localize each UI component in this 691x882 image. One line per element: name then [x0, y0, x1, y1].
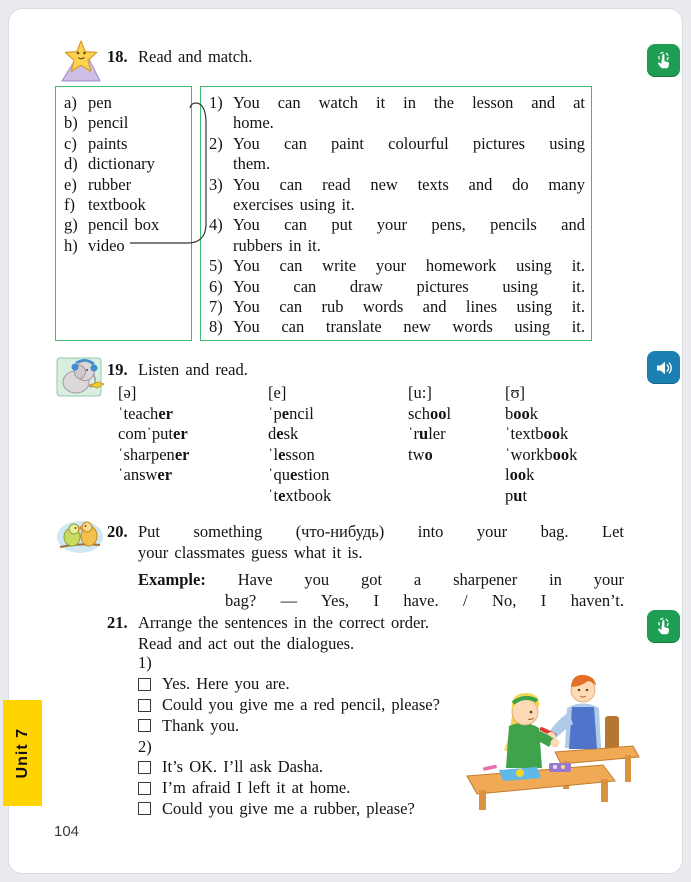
phonetic-word: ˈworkbook	[505, 444, 578, 464]
phonetic-word: school	[408, 403, 452, 423]
phonetic-column	[505, 383, 615, 507]
match-sentence[interactable]: 6) You can draw pictures using it.	[209, 276, 585, 296]
match-sentence[interactable]: 8) You can translate new words using it.	[209, 317, 585, 337]
match-sentence[interactable]: 2) You can paint colourful pictures using them.	[209, 133, 585, 174]
unit-tab[interactable]	[3, 700, 42, 806]
audio-button[interactable]	[647, 351, 680, 384]
phonetic-column	[268, 383, 408, 507]
match-option[interactable]: b) pencil	[64, 113, 129, 133]
order-checkbox[interactable]	[138, 802, 151, 815]
interactive-task-button[interactable]	[647, 610, 680, 643]
dialog-sentence-row: Could you give me a red pencil, please?	[138, 695, 508, 716]
exercise-18-heading	[107, 46, 507, 67]
listening-elephant-icon	[56, 355, 104, 399]
dialog-2-label: 2)	[138, 737, 152, 756]
match-option[interactable]: c) paints	[64, 133, 128, 153]
exercise-title: Read and act out the dialogues.	[138, 634, 355, 653]
match-sentence[interactable]: 4) You can put your pens, pencils and rubbers in it.	[209, 215, 585, 255]
phonetic-symbol: [e]	[268, 383, 287, 402]
match-option[interactable]: g) pencil box	[64, 215, 160, 235]
exercise-number: 19.	[107, 360, 128, 379]
exercise-19-heading	[107, 359, 507, 380]
dialog-sentence-row: Yes. Here you are.	[138, 674, 508, 695]
order-checkbox[interactable]	[138, 761, 151, 774]
match-option[interactable]: h) video	[64, 235, 125, 255]
exercise-number: 21.	[107, 613, 128, 632]
phonetic-word: put	[505, 485, 528, 505]
exercise-number: 20.	[107, 522, 128, 541]
example-label: Example:	[138, 570, 206, 589]
dialog-2	[138, 757, 508, 819]
dialog-1	[138, 674, 508, 736]
phonetic-word: ˈquestion	[268, 465, 330, 485]
phonetic-word: ˈtextbook	[268, 485, 332, 505]
phonetic-word: ˈtextbook	[505, 424, 569, 444]
order-checkbox[interactable]	[138, 699, 151, 712]
phonetic-word: ˈanswer	[118, 465, 173, 485]
phonetic-word: comˈputer	[118, 424, 188, 444]
exercise-title: Arrange the sentences in the correct order.	[138, 613, 429, 632]
unit-tab-label: Unit 7	[13, 727, 31, 779]
phonetic-word: ˈpencil	[268, 403, 314, 423]
phonetic-word: ˈruler	[408, 424, 446, 444]
speaker-icon	[654, 358, 674, 378]
match-sentence[interactable]: 5) You can write your homework using it.	[209, 256, 585, 276]
phonetic-word: desk	[268, 424, 299, 444]
phonetic-column	[408, 383, 505, 507]
match-left-box	[55, 86, 192, 341]
match-option[interactable]: e) rubber	[64, 174, 132, 194]
exercise-number: 18.	[107, 47, 128, 66]
match-sentence[interactable]: 3) You can read new texts and do many exercises using it.	[209, 174, 585, 215]
phonetic-column	[118, 383, 268, 507]
match-option[interactable]: f) textbook	[64, 195, 146, 215]
dialog-sentence-row: Could you give me a rubber, please?	[138, 799, 508, 820]
classroom-illustration	[463, 660, 643, 812]
phonetic-word: ˈsharpener	[118, 444, 190, 464]
exercise-21-heading	[107, 612, 612, 654]
dialog-sentence-row: Thank you.	[138, 716, 508, 737]
tap-hand-icon	[653, 616, 674, 637]
phonetic-word: ˈteacher	[118, 403, 173, 423]
tap-hand-icon	[653, 50, 674, 71]
dialog-1-label: 1)	[138, 653, 152, 672]
example-text: bag? — Yes, I have. / No, I haven’t.	[225, 591, 624, 610]
exercise-20	[107, 521, 624, 611]
order-checkbox[interactable]	[138, 719, 151, 732]
match-sentence[interactable]: 1) You can watch it in the lesson and at home.	[209, 93, 585, 133]
birds-icon	[56, 517, 104, 557]
match-option[interactable]: d) dictionary	[64, 154, 155, 174]
dialog-sentence-row: It’s OK. I’ll ask Dasha.	[138, 757, 508, 778]
interactive-task-button[interactable]	[647, 44, 680, 77]
phonetic-word: book	[505, 403, 538, 423]
match-sentence[interactable]: 7) You can rub words and lines using it.	[209, 297, 585, 317]
match-right-box	[200, 86, 592, 341]
phonetic-word: look	[505, 465, 535, 485]
exercise-title: Listen and read.	[138, 360, 248, 379]
example-block	[138, 569, 624, 611]
star-icon	[57, 37, 105, 84]
task-text: your classmates guess what it is.	[138, 543, 363, 562]
match-option[interactable]: a) pen	[64, 93, 112, 112]
dialog-sentence-row: I’m afraid I left it at home.	[138, 778, 508, 799]
phonetic-word: two	[408, 444, 433, 464]
phonetic-symbol: [ʊ]	[505, 383, 526, 402]
example-text: Have you got a sharpener in your	[237, 570, 624, 589]
phonetic-symbol: [ə]	[118, 383, 137, 402]
order-checkbox[interactable]	[138, 678, 151, 691]
page-number: 104	[54, 823, 80, 840]
order-checkbox[interactable]	[138, 782, 151, 795]
phonetic-word: ˈlesson	[268, 444, 315, 464]
task-text: Put something (что-нибудь) into your bag. Let	[138, 522, 624, 541]
phonetic-symbol: [u:]	[408, 383, 432, 402]
phonetic-table	[118, 383, 615, 507]
exercise-title: Read and match.	[138, 47, 253, 66]
